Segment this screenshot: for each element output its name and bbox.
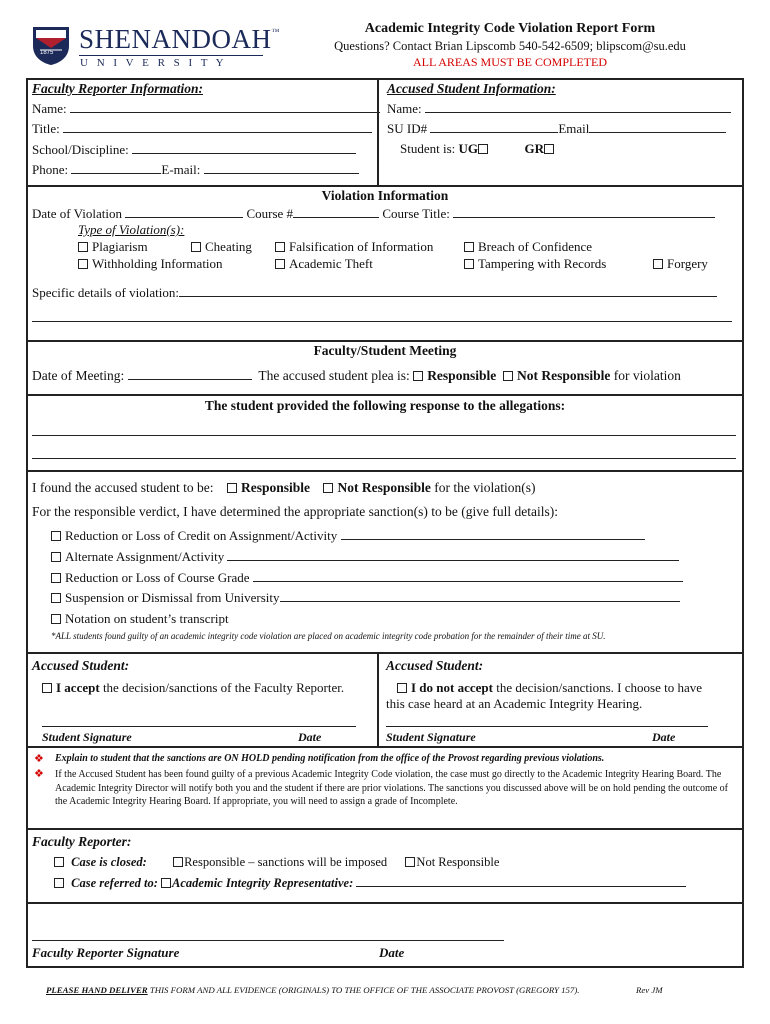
reject-option[interactable]: I do not accept the decision/sanctions. I choose to have bbox=[397, 680, 702, 696]
response-line-1[interactable] bbox=[32, 435, 736, 436]
faculty-reporter-heading: Faculty Reporter: bbox=[32, 834, 132, 849]
student-status: Student is: UG GR bbox=[400, 141, 558, 157]
footer-rev: Rev JM bbox=[636, 985, 663, 995]
meeting-heading: Faculty/Student Meeting bbox=[313, 343, 457, 358]
logo-name: SHENANDOAH™ bbox=[79, 24, 280, 54]
faculty-signature-label: Faculty Reporter Signature bbox=[32, 945, 180, 960]
violation-type-forgery[interactable]: Forgery bbox=[653, 256, 708, 272]
required-notice: ALL AREAS MUST BE COMPLETED bbox=[412, 55, 607, 69]
note-bullet-1: Explain to student that the sanctions are ON HOLD pending notification from the office of the Provost regarding previous violations. bbox=[55, 753, 605, 764]
verdict-text: For the responsible verdict, I have determined the appropriate sanction(s) to be (give full details): bbox=[32, 504, 558, 519]
violation-type-plagiarism[interactable]: Plagiarism bbox=[78, 239, 148, 255]
logo bbox=[30, 22, 280, 72]
accused-left-heading: Accused Student: bbox=[32, 658, 130, 673]
faculty-info-heading: Faculty Reporter Information: bbox=[32, 81, 204, 96]
note-bullet-2: If the Accused Student has been found guilty of a previous Academic Integrity Code violation, the case must go directly to the Academic Integrity Hearing Board. The Academic Integrity Director will notify both you and the student if there are prior violations. The sanctions you discussed above will be on hold pending the outcome of the Academic Integrity Hearing Board. If appropriate, you will need to assign a grade of Incomplete. bbox=[55, 769, 728, 808]
representative-checkbox[interactable] bbox=[161, 878, 171, 888]
reject-option-line2: this case heard at an Academic Integrity Hearing. bbox=[386, 696, 643, 711]
seal-year: 1875 bbox=[40, 50, 54, 56]
case-referred-checkbox[interactable] bbox=[54, 878, 64, 888]
accept-signature-label: Student Signature bbox=[42, 730, 132, 744]
reject-signature-label: Student Signature bbox=[386, 730, 476, 744]
accused-right-heading: Accused Student: bbox=[386, 658, 484, 673]
faculty-title-field[interactable]: Title: bbox=[32, 121, 372, 137]
representative-field[interactable] bbox=[356, 876, 686, 887]
violation-details-field[interactable]: Specific details of violation: bbox=[32, 285, 717, 301]
accused-col-divider bbox=[377, 652, 379, 746]
student-name-field[interactable]: Name: bbox=[387, 101, 731, 117]
sanction-alternate[interactable]: Alternate Assignment/Activity bbox=[51, 549, 679, 565]
footer-instructions: PLEASE HAND DELIVER THIS FORM AND ALL EVIDENCE (ORIGINALS) TO THE OFFICE OF THE ASSOCIATE PROVOST (GREGORY 157). bbox=[46, 985, 580, 995]
faculty-school-field[interactable]: School/Discipline: bbox=[32, 142, 356, 158]
faculty-date-label: Date bbox=[379, 945, 405, 960]
contact-line: Questions? Contact Brian Lipscomb 540-542-6509; blipscom@su.edu bbox=[334, 39, 686, 53]
finding-responsible-checkbox[interactable] bbox=[227, 483, 237, 493]
plea-not-responsible-checkbox[interactable] bbox=[503, 371, 513, 381]
diamond-bullet-icon: ❖ bbox=[34, 753, 44, 765]
violation-type-cheating[interactable]: Cheating bbox=[191, 239, 252, 255]
accept-option[interactable]: I accept the decision/sanctions of the Faculty Reporter. bbox=[42, 680, 344, 696]
faculty-name-field[interactable]: Name: bbox=[32, 101, 380, 117]
diamond-bullet-icon: ❖ bbox=[34, 768, 44, 780]
violation-type-theft[interactable]: Academic Theft bbox=[275, 256, 373, 272]
violation-type-tampering[interactable]: Tampering with Records bbox=[464, 256, 606, 272]
violation-type-falsification[interactable]: Falsification of Information bbox=[275, 239, 433, 255]
violation-type-breach[interactable]: Breach of Confidence bbox=[464, 239, 592, 255]
finding-row: I found the accused student to be: Responsible Not Responsible for the violation(s) bbox=[32, 480, 536, 495]
violation-types-label: Type of Violation(s): bbox=[78, 222, 185, 237]
finding-not-responsible-checkbox[interactable] bbox=[323, 483, 333, 493]
faculty-phone-field[interactable]: Phone: E-mail: bbox=[32, 162, 359, 178]
probation-note: *ALL students found guilty of an academic integrity code violation are placed on academic integrity code probation for the remainder of their time at SU. bbox=[51, 631, 606, 641]
case-closed-checkbox[interactable] bbox=[54, 857, 64, 867]
case-closed-row: Case is closed: Responsible – sanctions will be imposed Not Responsible bbox=[54, 855, 499, 870]
rule-bottom bbox=[26, 966, 744, 968]
violation-details-line2[interactable] bbox=[32, 321, 732, 322]
reject-date-label: Date bbox=[652, 730, 676, 744]
university-seal-icon bbox=[30, 24, 72, 66]
accept-date-label: Date bbox=[298, 730, 322, 744]
logo-divider bbox=[79, 55, 263, 56]
sanction-grade[interactable]: Reduction or Loss of Course Grade bbox=[51, 570, 683, 586]
closed-not-responsible-checkbox[interactable] bbox=[405, 857, 415, 867]
case-referred-row: Case referred to: Academic Integrity Representative: bbox=[54, 876, 686, 891]
violation-heading: Violation Information bbox=[321, 188, 449, 203]
gr-checkbox[interactable] bbox=[544, 144, 554, 154]
faculty-signature-line[interactable] bbox=[32, 940, 504, 941]
violation-date-row[interactable]: Date of Violation Course # Course Title: bbox=[32, 206, 715, 222]
header-text bbox=[290, 20, 730, 70]
info-col-divider bbox=[377, 78, 379, 185]
sanction-credit[interactable]: Reduction or Loss of Credit on Assignment/Activity bbox=[51, 528, 645, 544]
student-info-heading: Accused Student Information: bbox=[387, 81, 556, 96]
meeting-date-field[interactable] bbox=[128, 369, 252, 380]
accept-signature-line[interactable] bbox=[42, 726, 356, 727]
sanction-notation[interactable]: Notation on student’s transcript bbox=[51, 611, 229, 627]
response-line-2[interactable] bbox=[32, 458, 736, 459]
meeting-row: Date of Meeting: The accused student plea is: Responsible Not Responsible for violation bbox=[32, 368, 681, 383]
form-title: Academic Integrity Code Violation Report Form bbox=[364, 21, 656, 36]
violation-type-withholding[interactable]: Withholding Information bbox=[78, 256, 223, 272]
plea-responsible-checkbox[interactable] bbox=[413, 371, 423, 381]
response-heading: The student provided the following response to the allegations: bbox=[204, 398, 566, 413]
closed-responsible-checkbox[interactable] bbox=[173, 857, 183, 867]
sanction-suspension[interactable]: Suspension or Dismissal from University bbox=[51, 590, 680, 606]
reject-signature-line[interactable] bbox=[386, 726, 708, 727]
logo-sub: U N I V E R S I T Y bbox=[80, 57, 227, 69]
ug-checkbox[interactable] bbox=[478, 144, 488, 154]
student-suid-field[interactable]: SU ID# Email bbox=[387, 121, 726, 137]
